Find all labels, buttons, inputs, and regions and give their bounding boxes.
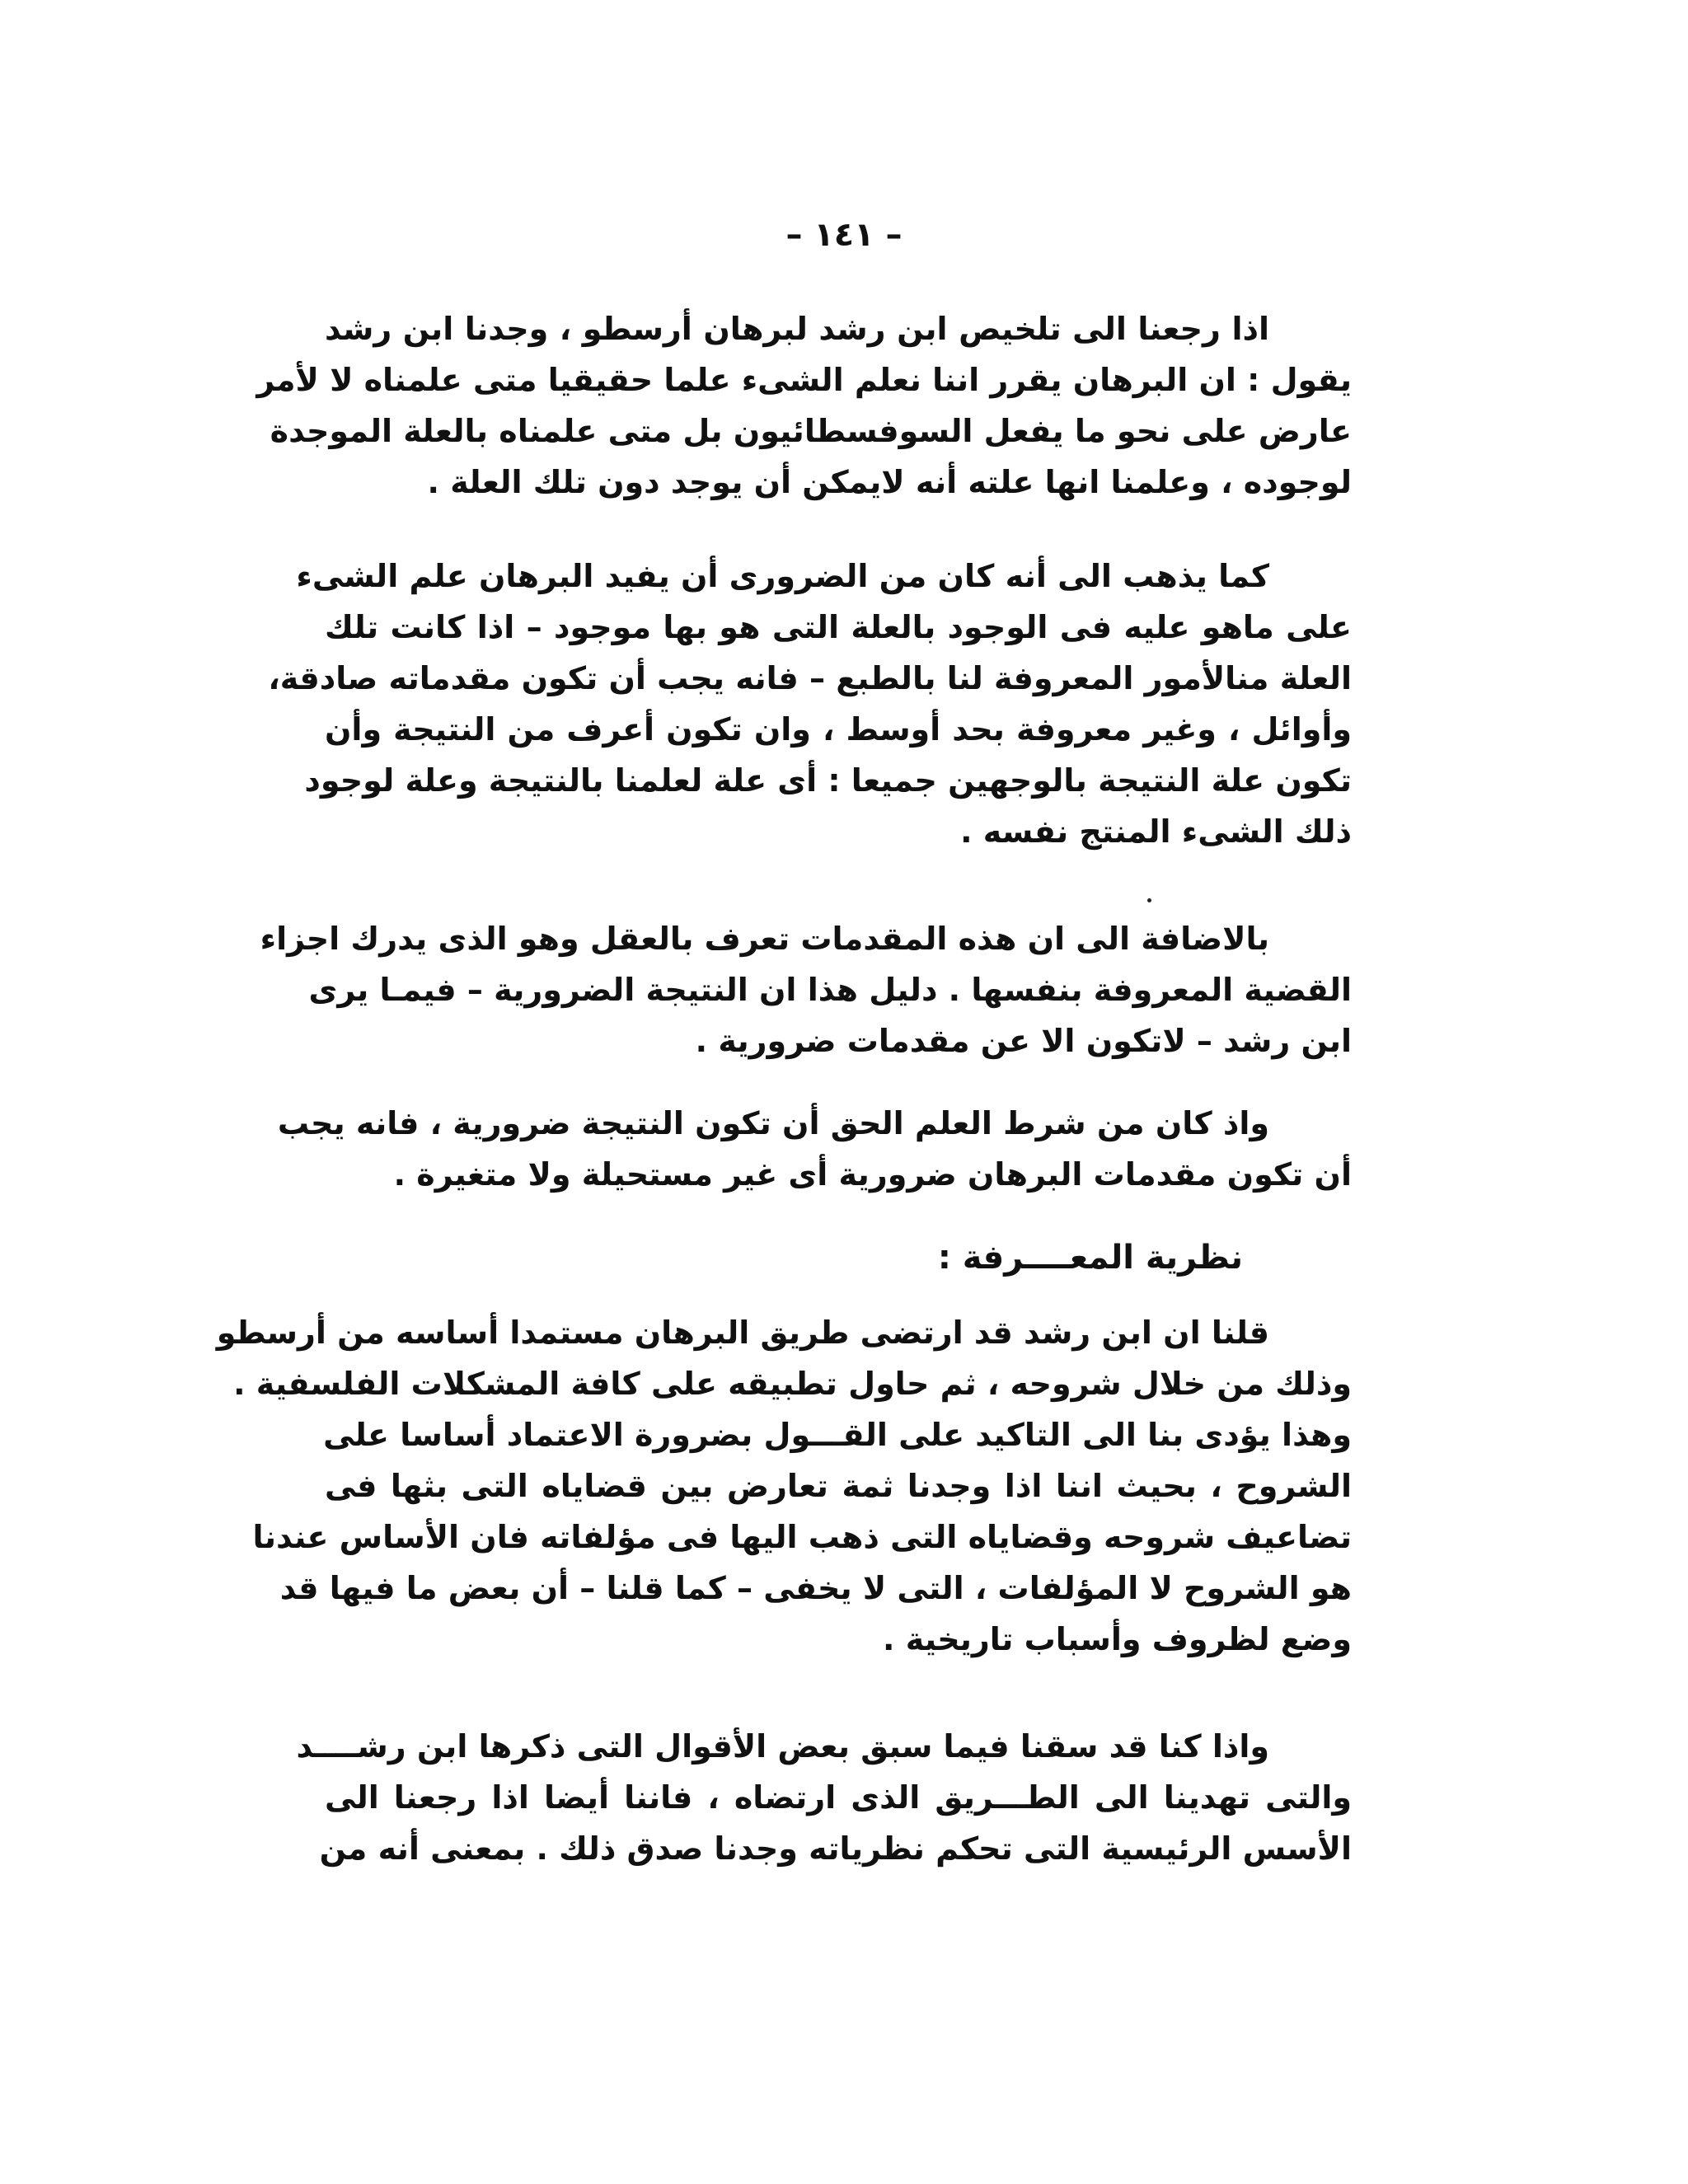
paragraph-line: ذلك الشىء المنتج نفسه . <box>960 813 1352 850</box>
paragraph-line: على ماهو عليه فى الوجود بالعلة التى هو بها موجود – اذا كانت تلك <box>325 609 1352 645</box>
paragraph-4 <box>277 1098 1352 1200</box>
paragraph-6 <box>296 1721 1352 1874</box>
paragraph-line: ابن رشد – لاتكون الا عن مقدمات ضرورية . <box>695 1023 1352 1059</box>
paragraph-line: وأوائل ، وغير معروفة بحد أوسط ، وان تكون أعرف من النتيجة وأن <box>325 711 1352 748</box>
paragraph-line: واذا كنا قد سقنا فيما سبق بعض الأقوال التى ذكرها ابن رشــــد <box>296 1728 1269 1765</box>
paragraph-line: وذلك من خلال شروحه ، ثم حاول تطبيقه على كافة المشكلات الفلسفية . <box>233 1366 1352 1402</box>
section-heading: نظرية المعــــرفة : <box>937 1239 1243 1277</box>
stray-mark <box>1147 898 1151 902</box>
paragraph-line: واذ كان من شرط العلم الحق أن تكون النتيجة ضرورية ، فانه يجب <box>277 1105 1269 1141</box>
paragraph-line: قلنا ان ابن رشد قد ارتضى طريق البرهان مستمدا أساسه من أرسطو <box>216 1315 1269 1351</box>
paragraph-3 <box>260 913 1352 1066</box>
paragraph-line: الشروح ، بحيث اننا اذا وجدنا ثمة تعارض بين قضاياه التى بثها فى <box>325 1468 1352 1504</box>
paragraph-line: أن تكون مقدمات البرهان ضرورية أى غير مستحيلة ولا متغيرة . <box>393 1156 1352 1193</box>
paragraph-line: الأسس الرئيسية التى تحكم نظرياته وجدنا صدق ذلك . بمعنى أنه من <box>319 1830 1352 1867</box>
paragraph-line: تضاعيف شروحه وقضاياه التى ذهب اليها فى مؤلفاته فان الأساس عندنا <box>252 1519 1352 1555</box>
page-number: – ١٤١ – <box>785 216 903 254</box>
paragraph-1 <box>256 303 1352 508</box>
paragraph-line: عارض على نحو ما يفعل السوفسطائيون بل متى علمناه بالعلة الموجدة <box>270 413 1352 449</box>
paragraph-line: تكون علة النتيجة بالوجهين جميعا : أى علة لعلمنا بالنتيجة وعلة لوجود <box>304 762 1352 799</box>
paragraph-line: بالاضافة الى ان هذه المقدمات تعرف بالعقل وهو الذى يدرك اجزاء <box>260 921 1269 957</box>
paragraph-line: يقول : ان البرهان يقرر اننا نعلم الشىء علما حقيقيا متى علمناه لا لأمر <box>256 362 1352 398</box>
paragraph-line: هو الشروح لا المؤلفات ، التى لا يخفى – كما قلنا – أن بعض ما فيها قد <box>279 1570 1352 1606</box>
paragraph-line: وضع لظروف وأسباب تاريخية . <box>883 1621 1352 1657</box>
paragraph-line: اذا رجعنا الى تلخيص ابن رشد لبرهان أرسطو ، وجدنا ابن رشد <box>325 311 1269 347</box>
paragraph-line: القضية المعروفة بنفسها . دليل هذا ان النتيجة الضرورية – فيمـا يرى <box>308 972 1352 1008</box>
paragraph-5 <box>216 1307 1352 1665</box>
paragraph-line: العلة منالأمور المعروفة لنا بالطبع – فانه يجب أن تكون مقدماته صادقة، <box>268 660 1352 696</box>
paragraph-line: كما يذهب الى أنه كان من الضرورى أن يفيد البرهان علم الشىء <box>296 558 1269 594</box>
paragraph-line: لوجوده ، وعلمنا انها علته أنه لايمكن أن يوجد دون تلك العلة . <box>427 464 1352 500</box>
paragraph-2 <box>268 551 1352 857</box>
paragraph-line: وهذا يؤدى بنا الى التاكيد على القـــول بضرورة الاعتماد أساسا على <box>323 1417 1352 1453</box>
paragraph-line: والتى تهدينا الى الطـــريق الذى ارتضاه ، فاننا أيضا اذا رجعنا الى <box>325 1779 1352 1816</box>
